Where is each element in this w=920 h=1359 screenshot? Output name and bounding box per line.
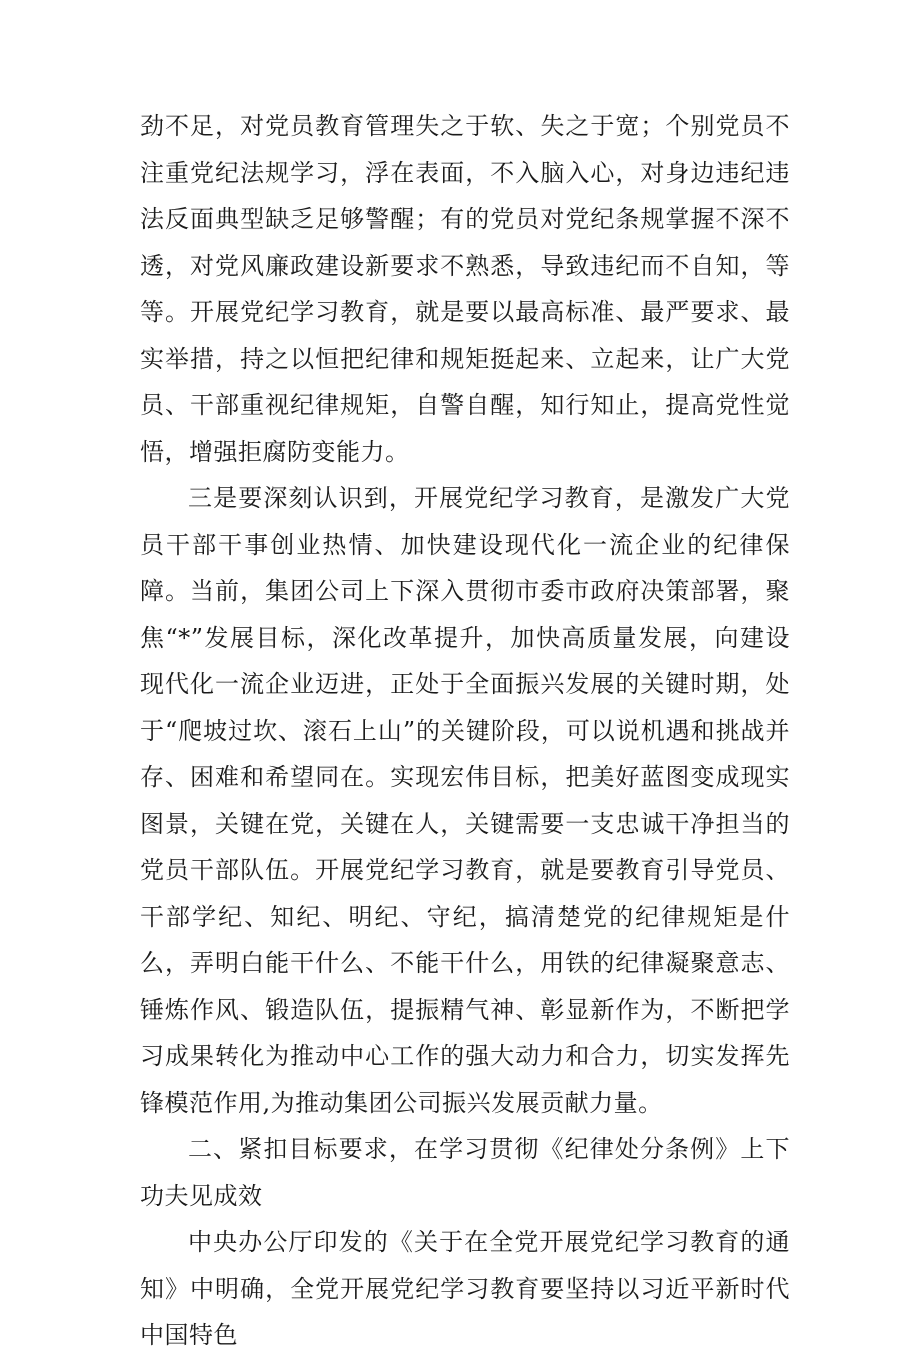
document-body <box>140 103 790 1359</box>
paragraph-point-three: 三是要深刻认识到，开展党纪学习教育，是激发广大党员干部干事创业热情、加快建设现代化一流企业的纪律保障。当前，集团公司上下深入贯彻市委市政府决策部署，聚焦“*”发展目标，深化改革提升，加快高质量发展，向建设现代化一流企业迈进，正处于全面振兴发展的关键时期，处于“爬坡过坎、滚石上山”的关键阶段，可以说机遇和挑战并存、困难和希望同在。实现宏伟目标，把美好蓝图变成现实图景，关键在党，关键在人，关键需要一支忠诚干净担当的党员干部队伍。开展党纪学习教育，就是要教育引导党员、干部学纪、知纪、明纪、守纪，搞清楚党的纪律规矩是什么，弄明白能干什么、不能干什么，用铁的纪律凝聚意志、锤炼作风、锻造队伍，提振精气神、彰显新作为，不断把学习成果转化为推动中心工作的强大动力和合力，切实发挥先锋模范作用,为推动集团公司振兴发展贡献力量。 <box>140 484 790 1117</box>
paragraph-continuation: 劲不足，对党员教育管理失之于软、失之于宽；个别党员不注重党纪法规学习，浮在表面，不入脑入心，对身边违纪违法反面典型缺乏足够警醒；有的党员对党纪条规掌握不深不透，对党风廉政建设新要求不熟悉，导致违纪而不自知，等等。开展党纪学习教育，就是要以最高标准、最严要求、最实举措，持之以恒把纪律和规矩挺起来、立起来，让广大党员、干部重视纪律规矩，自警自醒，知行知止，提高党性觉悟，增强拒腐防变能力。 <box>140 112 790 466</box>
paragraph-notice: 中央办公厅印发的《关于在全党开展党纪学习教育的通知》中明确，全党开展党纪学习教育要坚持以习近平新时代中国特色 <box>140 1228 790 1349</box>
section-heading-two: 二、紧扣目标要求，在学习贯彻《纪律处分条例》上下功夫见成效 <box>140 1135 790 1210</box>
